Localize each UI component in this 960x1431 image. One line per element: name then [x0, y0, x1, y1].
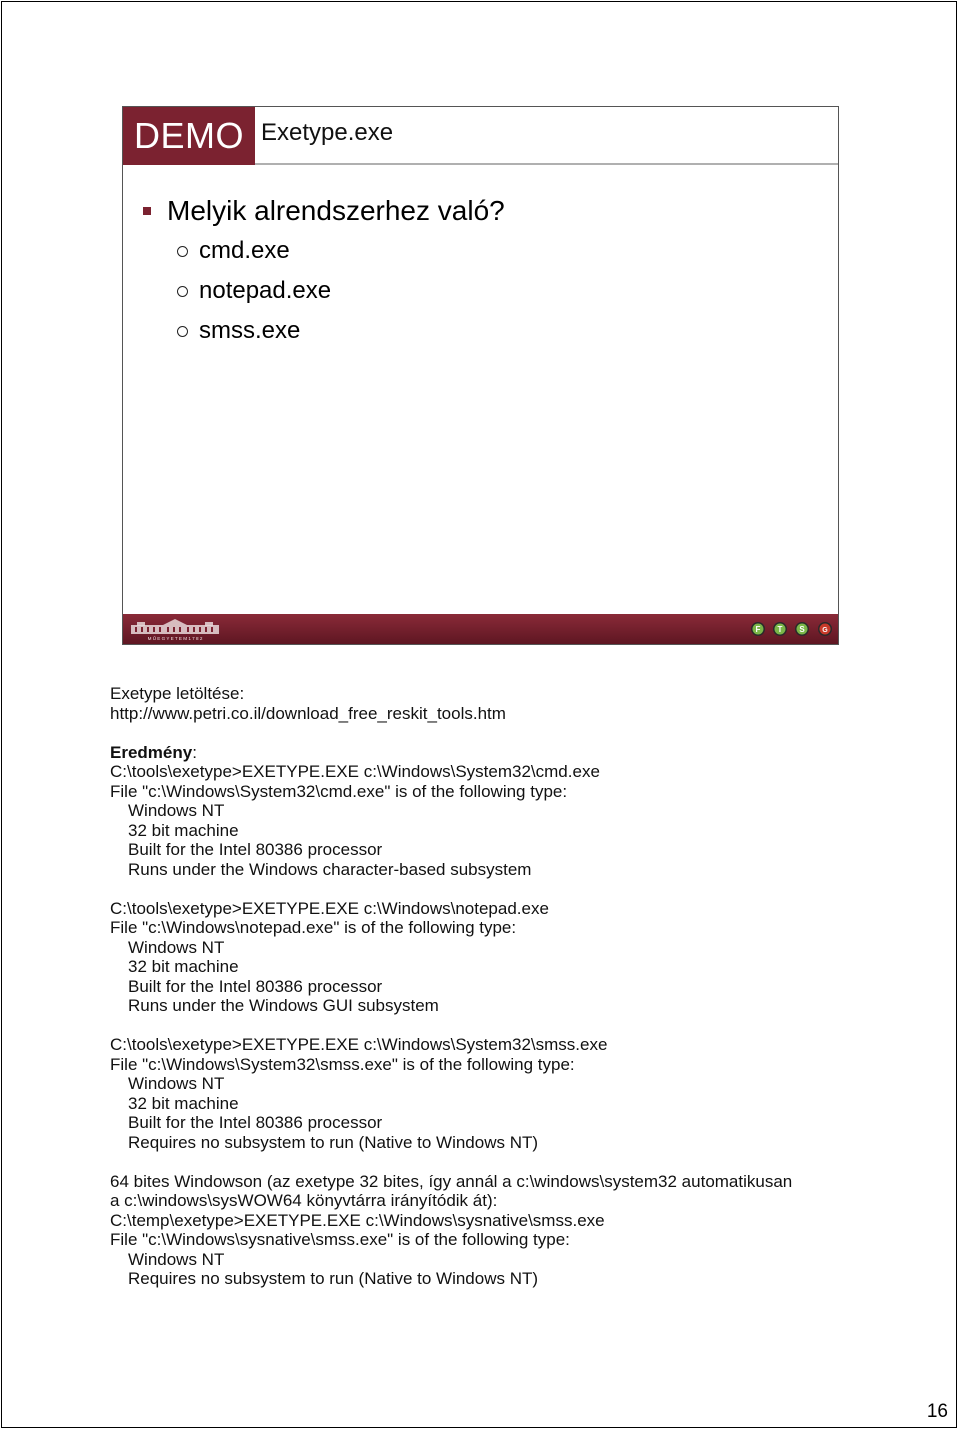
detail-line: Windows NT	[128, 1074, 225, 1093]
slide-title: Exetype.exe	[261, 119, 394, 146]
wow64-block	[110, 1172, 910, 1289]
fts-logo	[750, 619, 836, 639]
detail-line: Requires no subsystem to run (Native to Windows NT)	[128, 1132, 539, 1152]
circle-bullet-icon	[177, 286, 188, 297]
option-item	[177, 271, 505, 311]
result-block-smss	[110, 1035, 910, 1152]
option-text: notepad.exe	[199, 277, 332, 304]
option-text: smss.exe	[199, 317, 301, 344]
download-url: http://www.petri.co.il/download_free_reskit_tools.htm	[110, 703, 506, 723]
detail-line: 32 bit machine	[128, 1093, 239, 1113]
bullet-question	[141, 191, 505, 231]
result-label: Eredmény	[110, 742, 193, 762]
logo-letter-t: T	[777, 625, 783, 634]
circle-bullet-icon	[177, 246, 188, 257]
file-type-line: File "c:\Windows\notepad.exe" is of the following type:	[110, 918, 517, 937]
logo-letter-g: G	[822, 627, 828, 634]
option-list	[177, 231, 505, 351]
logo-letter-f: F	[755, 625, 761, 634]
detail-line: Windows NT	[128, 937, 225, 957]
wow64-intro: 64 bites Windowson (az exetype 32 bites, így annál a c:\windows\system32 automatikusan	[110, 1171, 793, 1191]
detail-line: 32 bit machine	[128, 957, 239, 976]
page-number: 16	[926, 1401, 948, 1422]
detail-line: Built for the Intel 80386 processor	[128, 840, 383, 859]
question-text: Melyik alrendszerhez való?	[167, 195, 505, 226]
detail-line: Windows NT	[128, 801, 225, 820]
command-line: C:\temp\exetype>EXETYPE.EXE c:\Windows\sysnative\smss.exe	[110, 1210, 605, 1230]
detail-line: Runs under the Windows character-based subsystem	[128, 859, 532, 879]
file-type-line: File "c:\Windows\sysnative\smss.exe" is of the following type:	[110, 1230, 570, 1249]
download-label: Exetype letöltése:	[110, 684, 245, 703]
square-bullet-icon	[143, 207, 151, 215]
result-colon: :	[192, 742, 197, 762]
detail-line: Built for the Intel 80386 processor	[128, 1113, 383, 1132]
slide-header	[123, 107, 838, 165]
circle-bullet-icon	[177, 326, 188, 337]
bullet-list	[141, 191, 505, 351]
university-caption: M Ű E G Y E T E M 1 7 8 2	[147, 636, 203, 641]
file-type-line: File "c:\Windows\System32\smss.exe" is of the following type:	[110, 1054, 575, 1074]
detail-line: Windows NT	[128, 1249, 225, 1269]
result-block-notepad	[110, 899, 910, 1016]
slide-thumbnail	[122, 106, 839, 645]
speaker-notes	[110, 684, 910, 1289]
logo-letter-s: S	[799, 625, 805, 634]
file-type-line: File "c:\Windows\System32\cmd.exe" is of the following type:	[110, 781, 568, 801]
command-line: C:\tools\exetype>EXETYPE.EXE c:\Windows\System32\smss.exe	[110, 1035, 608, 1054]
header-divider	[255, 163, 838, 165]
option-item	[177, 231, 505, 271]
detail-line: 32 bit machine	[128, 820, 239, 840]
result-heading	[110, 743, 910, 763]
wow64-intro: a c:\windows\sysWOW64 könyvtárra irányítódik át):	[110, 1191, 498, 1210]
option-text: cmd.exe	[199, 237, 290, 264]
demo-badge: DEMO	[123, 107, 255, 165]
university-building-logo	[127, 617, 223, 641]
detail-line: Built for the Intel 80386 processor	[128, 976, 383, 996]
slide-footer	[123, 614, 838, 644]
detail-line: Requires no subsystem to run (Native to Windows NT)	[128, 1269, 539, 1288]
command-line: C:\tools\exetype>EXETYPE.EXE c:\Windows\notepad.exe	[110, 898, 549, 918]
command-line: C:\tools\exetype>EXETYPE.EXE c:\Windows\System32\cmd.exe	[110, 762, 600, 781]
option-item	[177, 311, 505, 351]
detail-line: Runs under the Windows GUI subsystem	[128, 996, 439, 1015]
result-block-cmd	[110, 762, 910, 879]
